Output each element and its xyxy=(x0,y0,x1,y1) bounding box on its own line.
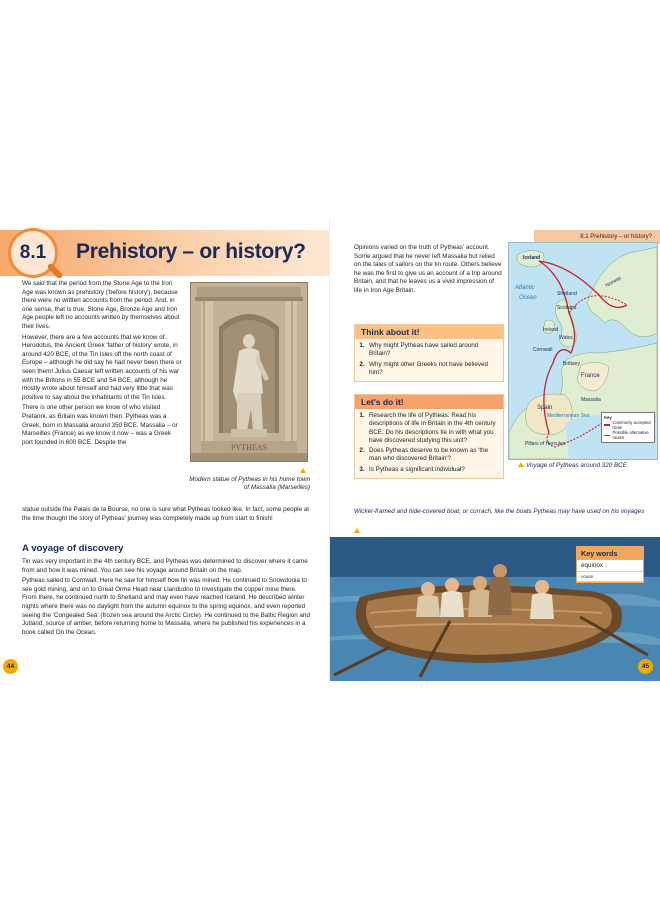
solid-route-icon xyxy=(604,424,610,426)
key-words-title: Key words xyxy=(577,547,643,560)
page-number-right: 45 xyxy=(638,659,653,674)
map-label-cornwall: Cornwall xyxy=(533,347,553,353)
voyage-paragraph-1: Tin was very important in the 4th century BCE, and Pytheas was determined to discover where it came from and how it was mined. You can see his voyage around Britain on the map. xyxy=(22,558,308,574)
right-page xyxy=(330,218,660,681)
key-word-item: equinox xyxy=(577,560,643,572)
map-key-possible: Possible alternative routes xyxy=(612,430,649,440)
running-head: 8.1 Prehistory – or history? xyxy=(534,230,660,244)
map-label-iceland: Iceland xyxy=(523,255,541,261)
intro-paragraph-2: However, there are a few accounts that we know of. Herodotus, the Ancient Greek 'father of history' wrote, in around 420 BCE, of the Tin Isles off the north coast of Europe – although he did say he had never been there or seen them! Julius Caesar left written accounts of his war with the Britons in 55 BCE and 54 BCE, although he mostly wrote about himself and had very little that was positive to say about the inhabitants of the Tin Isles. xyxy=(22,333,182,401)
right-intro: Opinions varied on the truth of Pytheas' account. Some argued that he never left Massalia but relied on the tales of sailors on the tin route. Others believe he was the first to give us an account of a trip around Britain, and that he leaves us a vivid impression of life in Iron Age Britain. xyxy=(354,244,502,294)
list-item: 1. Research the life of Pytheas. Read his descriptions of life in Britain in the 4th century BCE. Do his descriptions tie in with what you have discovered studying this unit? xyxy=(359,412,496,444)
page-title: Prehistory – or history? xyxy=(76,240,306,263)
chapter-number: 8.1 xyxy=(19,242,47,263)
page-number-left: 44 xyxy=(3,659,18,674)
pytheas-paragraph-top: There is one other person we know of who visited Pretanni, as Britain was known then. Pytheas was a Greek, born in Massalia around 350 BCE. Massalia – or Marseilles (France) as we know it now – was a Greek port founded in 600 BCE. Despite the xyxy=(22,404,178,446)
pytheas-paragraph-bottom: statue outside the Palais de la Bourse, no one is sure what Pytheas looked like. In fact, some people at the time thought the story of Pytheas' journey was completely made up from start to finish! xyxy=(22,506,310,522)
map-caption-arrow-icon xyxy=(518,462,524,467)
intro-column xyxy=(22,280,182,449)
map-label-ocean: Ocean xyxy=(519,295,537,301)
map-label-atlantic: Atlantic xyxy=(515,285,535,291)
map-key-title: Key xyxy=(604,415,612,420)
statue-plaque-text: PYTHEAS xyxy=(230,443,268,452)
map-label-massalia: Massalia xyxy=(581,397,601,403)
map-key-commonly: Commonly accepted route xyxy=(612,420,651,430)
voyage-paragraph-2: Pytheas sailed to Cornwall. Here he saw for himself how tin was mined. He continued to Snowdonia to see gold mining, and on to Great Orme Head near Llandudno to investigate the copper mine there. From there, he continued north to Shetland and may even have reached Iceland. He described winter nights where there was no daylight from the autumn equinox to the spring equinox, and even reported seeing the 'Congealed Sea' (frozen sea around the Arctic Circle). He continued to the Baltic Region and Jutland, source of amber, before returning home to Massalia, where he published his experiences in a book called On the Ocean. xyxy=(22,577,311,636)
map-label-norway: Norway xyxy=(604,275,623,289)
list-item: 2. Does Pytheas deserve to be known as 'the man who discovered Britain'? xyxy=(359,447,489,463)
key-word-item: ocean xyxy=(577,572,643,582)
photo-caption-arrow-icon xyxy=(354,528,360,533)
letsdo-list xyxy=(355,412,503,474)
list-item: 3. Is Pytheas a significant individual? xyxy=(359,465,465,473)
map-label-brittany: Brittany xyxy=(563,361,580,367)
intro-paragraph-1: We said that the period from the Stone Age to the Iron Age was known as prehistory ('before history'), because there were no written accounts from the period. And, in one sense, that is true. Stone Age, Bronze Age and Iron Age people left no accounts written by themselves about their lives. xyxy=(22,280,180,330)
voyage-text xyxy=(22,558,312,639)
list-item: 2. Why might other Greeks not have believed him? xyxy=(359,360,489,376)
caption-arrow-icon xyxy=(300,468,306,473)
letsdo-title: Let's do it! xyxy=(355,395,503,409)
map-label-shetland: Shetland xyxy=(557,291,577,297)
statue-illustration xyxy=(191,283,307,461)
list-item: 1. Why might Pytheas have sailed around Britain? xyxy=(359,342,479,358)
statue-caption: Modern statue of Pytheas in his home town of Massalia (Marseilles) xyxy=(189,476,310,491)
book-spread xyxy=(0,218,660,681)
map-label-scotland: Scotland xyxy=(557,305,577,311)
photo-caption: Wicker-framed and hide-covered boat, or currach, like the boats Pytheas may have used on his voyages xyxy=(354,508,645,515)
lets-do-it-box xyxy=(354,394,504,479)
map-label-ireland: Ireland xyxy=(543,327,559,333)
think-title: Think about it! xyxy=(355,325,503,339)
map-label-mediterranean: Mediterranean Sea xyxy=(547,413,590,419)
think-list xyxy=(355,342,503,377)
map-caption: Voyage of Pytheas around 320 BCE xyxy=(526,462,627,469)
voyage-map xyxy=(508,242,658,460)
map-label-wales: Wales xyxy=(559,335,573,341)
statue-photo xyxy=(190,282,308,462)
dashed-route-icon xyxy=(604,435,610,436)
left-page xyxy=(0,218,330,681)
map-key xyxy=(601,412,655,443)
map-label-france: France xyxy=(581,373,600,379)
section-subheading: A voyage of discovery xyxy=(22,543,124,554)
map-label-pillars: Pillars of Hercules xyxy=(525,441,566,447)
think-about-it-box xyxy=(354,324,504,382)
map-label-spain: Spain xyxy=(537,405,553,411)
key-words-box xyxy=(576,546,644,583)
